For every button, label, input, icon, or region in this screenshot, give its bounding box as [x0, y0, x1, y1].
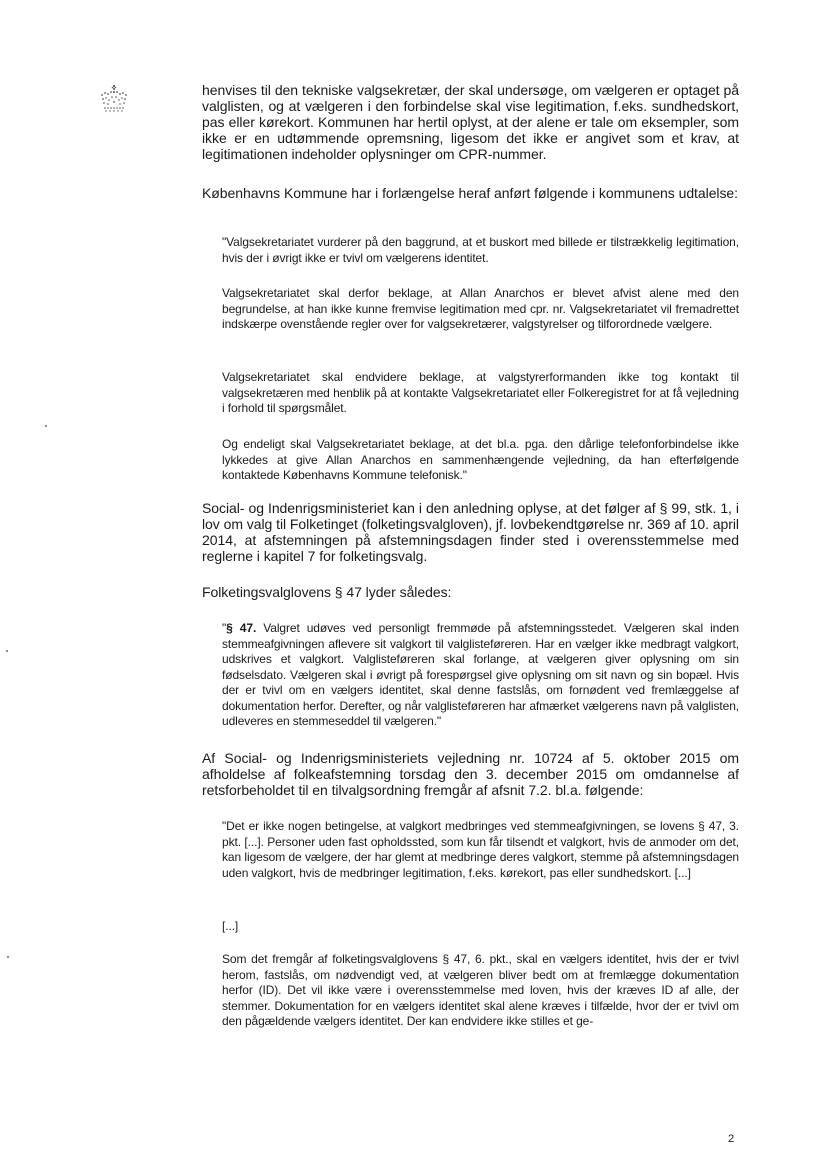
page-number: 2	[728, 1133, 735, 1145]
scan-speck	[6, 650, 8, 652]
section-47-text: Valgret udøves ved personligt fremmøde på afstemningsstedet. Vælgeren skal inden stemmeafgivningen aflevere sit valgkort til valglisteføreren. Har en vælger ikke medbragt valgkort, udskrives et valgkort. Valglisteføreren skal forlange, at vælgeren giver oplysning om sin fødselsdato. Vælgeren skal i øvrigt på forespørgsel give oplysning om sit navn og sin bopæl. Hvis der er tvivl om en vælgers identitet, skal denne fastslås, om fornødent ved fremlæggelse af dokumentation herfor. Derefter, og når valglisteføreren har afmærket vælgerens navn på valglisten, udleveres en stemmeseddel til vælgeren."	[222, 621, 739, 728]
danish-crown-icon	[96, 83, 132, 119]
quote-paragraph-2: Valgsekretariatet skal derfor beklage, at Allan Anarchos er blevet afvist alene med den begrundelse, at han ikke kunne fremvise legitimation med cpr. nr. Valgsekretariatet vil fremadrettet indskærpe ovenstående regler over for valgsekretærer, valgstyrelser og tilforordnede vælgere.	[222, 286, 739, 331]
paragraph-section-47: Folketingsvalglovens § 47 lyder således:	[202, 584, 452, 600]
quote-section-47	[222, 621, 739, 730]
quote-guidance-2: Som det fremgår af folketingsvalglovens § 47, 6. pkt., skal en vælgers identitet, hvis der er tvivl herom, fastslås, om nødvendigt ved, at vælgeren bliver bedt om at fremlægge dokumentation herfor (ID). Det vil ikke være i overensstemmelse med loven, hvis der kræves ID af alle, der stemmer. Dokumentation for en vælgers identitet skal alene kræves i tilfælde, hvor der er tvivl om den pågældende vælgers identitet. Der kan endvidere ikke stilles et ge-	[222, 952, 739, 1028]
quote-paragraph-3: Valgsekretariatet skal endvidere beklage, at valgstyrerformanden ikke tog kontakt til valgsekretæren med henblik på at kontakte Valgsekretariatet eller Folkeregistret for at få vejledning i forhold til spørgsmålet.	[222, 370, 739, 415]
scan-speck	[7, 956, 9, 958]
paragraph-intro: henvises til den tekniske valgsekretær, der skal undersøge, om vælgeren er optaget på valglisten, og at vælgeren i den forbindelse skal vise legitimation, f.eks. sundhedskort, pas eller kørekort. Kommunen har hertil oplyst, at der alene er tale om eksempler, som ikke er en udtømmende opremsning, ligesom det ikke er angivet som et krav, at legitimationen indeholder oplysninger om CPR-nummer.	[202, 82, 739, 162]
paragraph-copenhagen: Københavns Kommune har i forlængelse heraf anført følgende i kommunens udtalelse:	[202, 185, 739, 201]
scan-speck	[45, 425, 47, 427]
quote-guidance-ellipsis: [...]	[222, 919, 239, 933]
quote-guidance-1: "Det er ikke nogen betingelse, at valgkort medbringes ved stemmeafgivningen, se lovens § 47, 3. pkt. [...]. Personer uden fast opholdssted, som kun får tilsendt et valgkort, hvis de anmoder om det, kan ligesom de vælgere, der har glemt at medbringe deres valgkort, stemme på afstemningsdagen uden valgkort, hvis de medbringer legitimation, f.eks. kørekort, pas eller sundhedskort. [...]	[222, 819, 739, 880]
quote-open-mark: "	[222, 621, 227, 635]
quote-paragraph-1: "Valgsekretariatet vurderer på den baggrund, at et buskort med billede er tilstrækkelig legitimation, hvis der i øvrigt ikke er tvivl om vælgerens identitet.	[222, 235, 739, 265]
paragraph-guidance: Af Social- og Indenrigsministeriets vejledning nr. 10724 af 5. oktober 2015 om afholdelse af folkeafstemning torsdag den 3. december 2015 om omdannelse af retsforbeholdet til en tilvalgsordning fremgår af afsnit 7.2. bl.a. følgende:	[202, 750, 739, 798]
section-47-label: § 47.	[226, 621, 257, 635]
quote-paragraph-4: Og endeligt skal Valgsekretariatet beklage, at det bl.a. pga. den dårlige telefonforbindelse ikke lykkedes at give Allan Anarchos en sammenhængende vejledning, da han efterfølgende kontaktede Københavns Kommune telefonisk."	[222, 437, 739, 482]
paragraph-ministry: Social- og Indenrigsministeriet kan i den anledning oplyse, at det følger af § 99, stk. 1, i lov om valg til Folketinget (folketingsvalgloven), jf. lovbekendtgørelse nr. 369 af 10. april 2014, at afstemningen på afstemningsdagen finder sted i overensstemmelse med reglerne i kapitel 7 for folketingsvalg.	[202, 500, 739, 564]
